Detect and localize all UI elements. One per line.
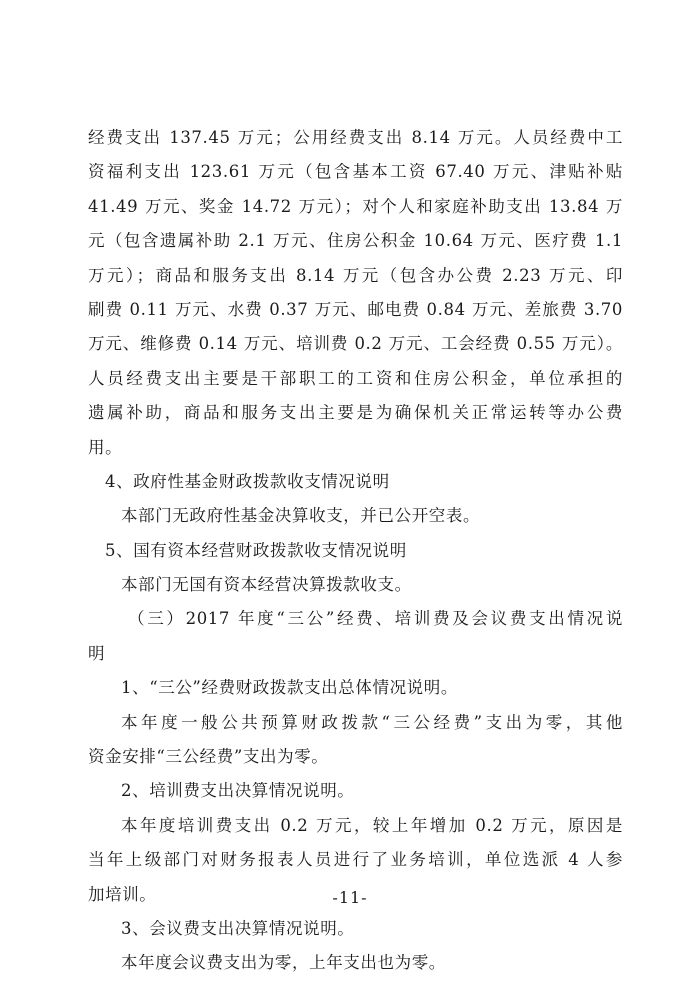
text-line: 本部门无国有资本经营决算拨款收支。 <box>121 575 412 595</box>
text-line: 万元）；商品和服务支出 8.14 万元（包含办公费 2.23 万元、印 <box>88 265 623 285</box>
text-line: 元（包含遗属补助 2.1 万元、住房公积金 10.64 万元、医疗费 1.1 <box>88 231 623 251</box>
text-line: 本年度一般公共预算财政拨款“三公经费”支出为零，其他 <box>121 712 623 732</box>
subsection-heading: 2、培训费支出决算情况说明。 <box>121 781 355 801</box>
text-line: 用。 <box>88 437 123 457</box>
text-line: 刷费 0.11 万元、水费 0.37 万元、邮电费 0.84 万元、差旅费 3.70 <box>88 299 623 319</box>
section-heading: 5、国有资本经营财政拨款收支情况说明 <box>105 540 407 560</box>
page-number: -11- <box>332 888 368 907</box>
text-line: 本部门无政府性基金决算收支，并已公开空表。 <box>121 506 481 526</box>
subsection-heading: 1、“三公”经费财政拨款支出总体情况说明。 <box>121 678 458 698</box>
text-line: 本年度会议费支出为零，上年支出也为零。 <box>121 953 446 973</box>
subsection-heading: 3、会议费支出决算情况说明。 <box>121 918 355 938</box>
section-heading: 明 <box>88 643 106 663</box>
text-line: 加培训。 <box>88 884 157 904</box>
text-line: 经费支出 137.45 万元；公用经费支出 8.14 万元。人员经费中工 <box>88 128 623 147</box>
text-line: 41.49 万元、奖金 14.72 万元）；对个人和家庭补助支出 13.84 万 <box>88 196 623 216</box>
text-line: 当年上级部门对财务报表人员进行了业务培训，单位选派 4 人参 <box>88 850 623 870</box>
body-text <box>88 121 623 981</box>
section-heading: （三）2017 年度“三公”经费、培训费及会议费支出情况说 <box>128 609 623 629</box>
text-line: 本年度培训费支出 0.2 万元，较上年增加 0.2 万元，原因是 <box>121 815 623 835</box>
section-heading: 4、政府性基金财政拨款收支情况说明 <box>105 471 390 491</box>
text-line: 人员经费支出主要是干部职工的工资和住房公积金，单位承担的 <box>88 368 623 388</box>
text-line: 资金安排“三公经费”支出为零。 <box>88 747 329 767</box>
text-line: 万元、维修费 0.14 万元、培训费 0.2 万元、工会经费 0.55 万元）。 <box>88 334 623 354</box>
text-line: 遗属补助，商品和服务支出主要是为确保机关正常运转等办公费 <box>88 403 623 423</box>
text-line: 资福利支出 123.61 万元（包含基本工资 67.40 万元、津贴补贴 <box>88 162 623 182</box>
